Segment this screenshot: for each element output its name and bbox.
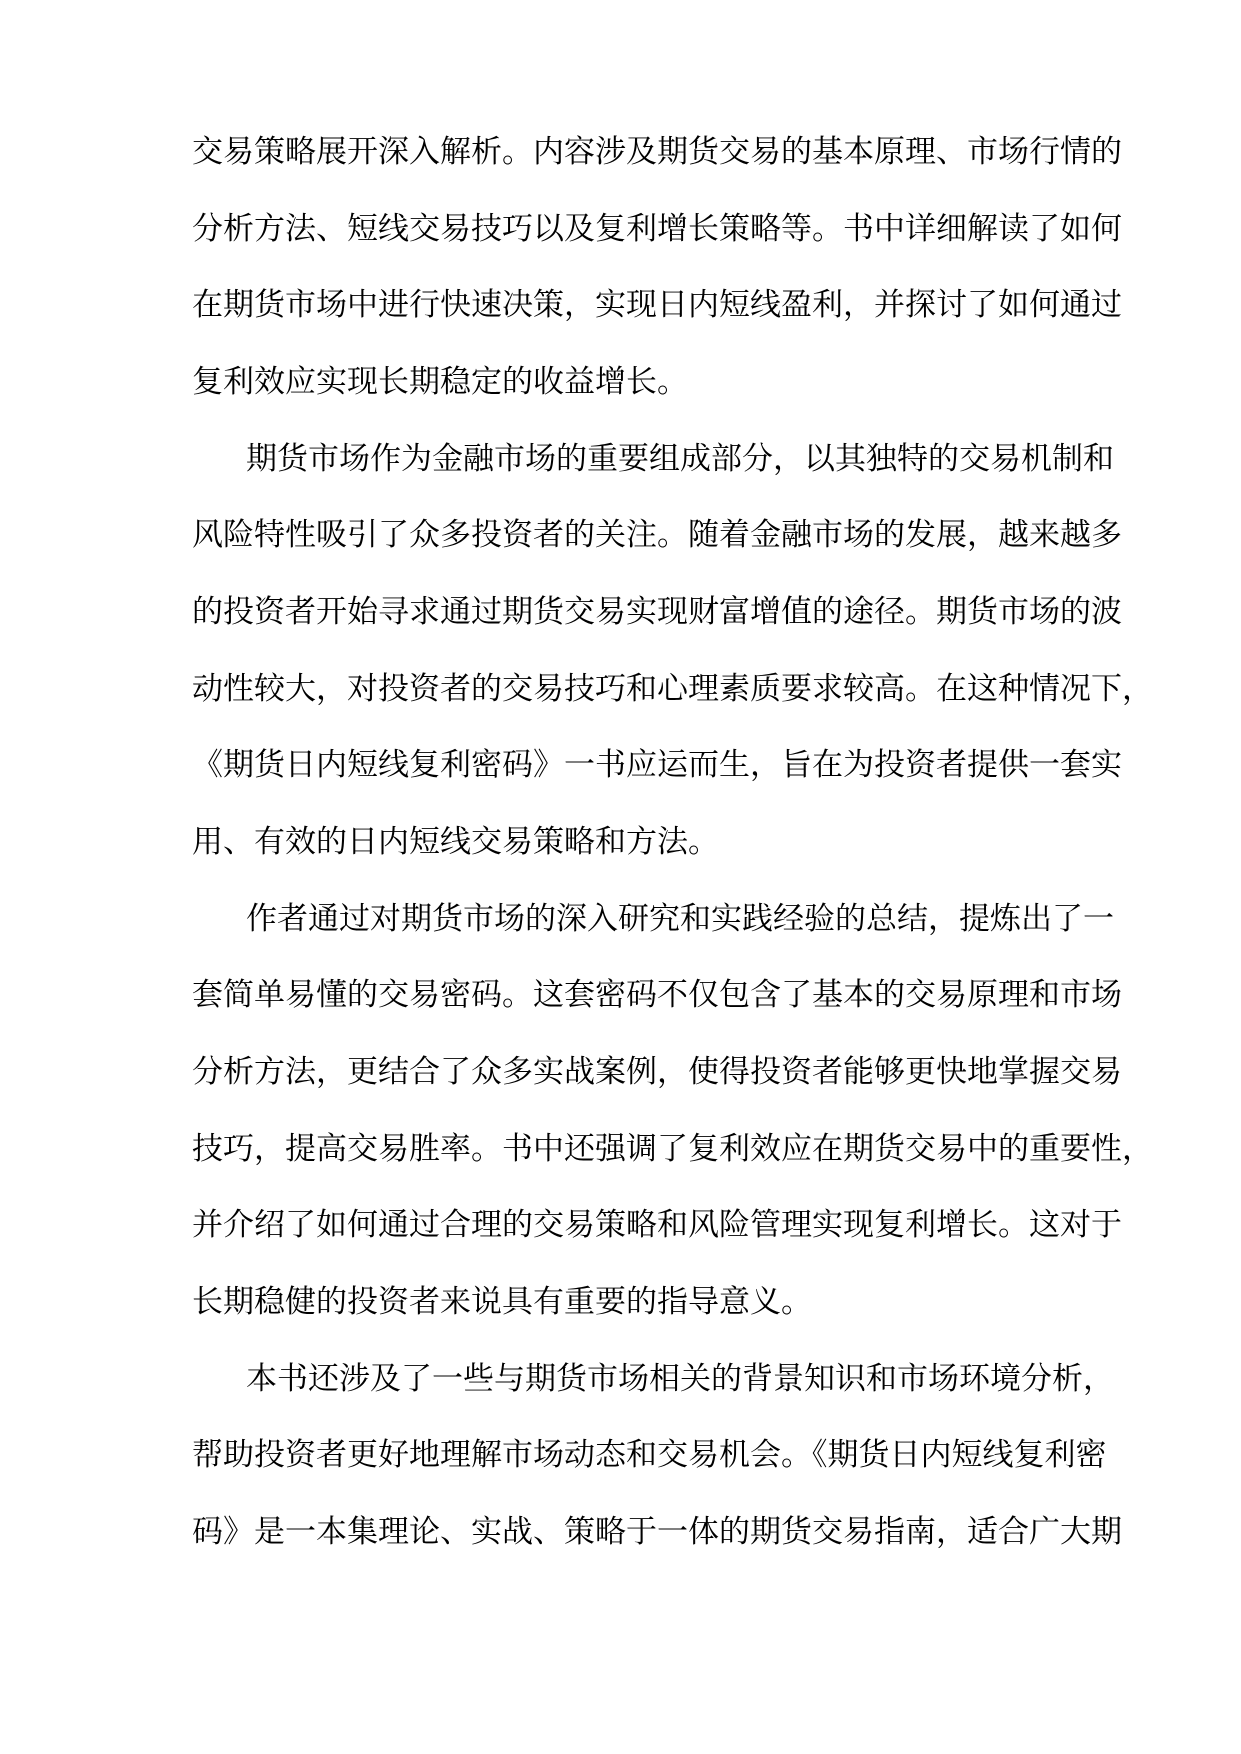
text-line: 帮助投资者更好地理解市场动态和交易机会。《期货日内短线复利密 — [192, 1437, 1107, 1473]
text-line: 本书还涉及了一些与期货市场相关的背景知识和市场环境分析， — [246, 1361, 1114, 1397]
text-line: 动性较大，对投资者的交易技巧和心理素质要求较高。在这种情况下， — [192, 671, 1153, 707]
text-line: 风险特性吸引了众多投资者的关注。随着金融市场的发展，越来越多 — [192, 517, 1122, 553]
text-line: 并介绍了如何通过合理的交易策略和风险管理实现复利增长。这对于 — [192, 1207, 1122, 1243]
text-line: 复利效应实现长期稳定的收益增长。 — [192, 364, 688, 400]
text-line: 作者通过对期货市场的深入研究和实践经验的总结，提炼出了一 — [246, 901, 1114, 937]
text-line: 长期稳健的投资者来说具有重要的指导意义。 — [192, 1284, 812, 1320]
text-line: 的投资者开始寻求通过期货交易实现财富增值的途径。期货市场的波 — [192, 594, 1122, 630]
text-line: 套简单易懂的交易密码。这套密码不仅包含了基本的交易原理和市场 — [192, 977, 1122, 1013]
text-line: 码》是一本集理论、实战、策略于一体的期货交易指南，适合广大期 — [192, 1514, 1122, 1550]
text-line: 技巧，提高交易胜率。书中还强调了复利效应在期货交易中的重要性， — [192, 1131, 1153, 1167]
text-line: 用、有效的日内短线交易策略和方法。 — [192, 824, 719, 860]
text-line: 分析方法、短线交易技巧以及复利增长策略等。书中详细解读了如何 — [192, 211, 1122, 247]
text-line: 期货市场作为金融市场的重要组成部分，以其独特的交易机制和 — [246, 441, 1114, 477]
text-line: 分析方法，更结合了众多实战案例，使得投资者能够更快地掌握交易 — [192, 1054, 1122, 1090]
text-line: 在期货市场中进行快速决策，实现日内短线盈利，并探讨了如何通过 — [192, 287, 1122, 323]
text-line: 交易策略展开深入解析。内容涉及期货交易的基本原理、市场行情的 — [192, 134, 1122, 170]
text-line: 《期货日内短线复利密码》一书应运而生，旨在为投资者提供一套实 — [192, 747, 1122, 783]
